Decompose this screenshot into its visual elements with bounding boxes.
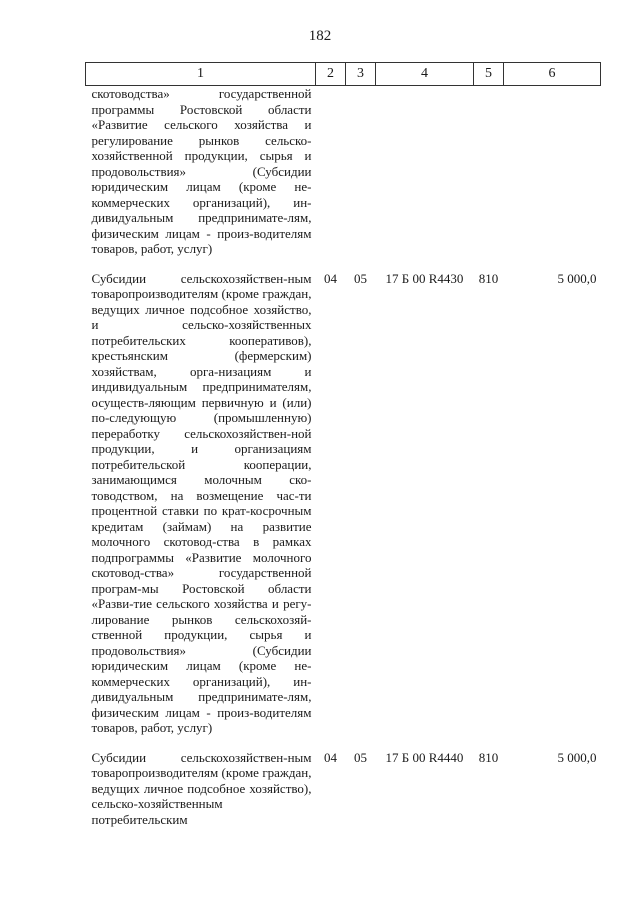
row-spacer (86, 257, 601, 271)
row-expense-type: 810 (478, 270, 499, 286)
table-row (86, 271, 601, 736)
header-col-4: 4 (376, 63, 474, 86)
header-col-3: 3 (346, 63, 376, 86)
header-col-6: 6 (504, 63, 601, 86)
row-section (316, 86, 346, 257)
table-header-row (86, 63, 601, 86)
row-section: 04 (324, 270, 337, 286)
row-amount: 5 000,0 (557, 749, 597, 765)
row-target-article (376, 86, 474, 257)
row-expense-type: 810 (478, 749, 499, 765)
row-description: Субсидии сельскохозяйствен-ным товаропроизводителям (кроме граждан, ведущих личное подсобное хозяйство, и сельско-хозяйственных потребительских кооперативов), крестьянским (фермерским) хозяйствам, орга-низациям и индивидуальным предпринимателям, осуществ-ляющим первичную и (или) по-следующую (промышленную) переработку сельскохозяйствен-ной продукции, и организациям потребительской кооперации, занимающимся молочным ско-товодством, на возмещение час-ти процентной ставки по крат-косрочным кредитам (займам) на развитие молочного скотовод-ства в рамках подпрограммы «Развитие молочного скотовод-ства» государственной програм-мы Ростовской области «Разви-тие сельского хозяйства и регу-лирование рынков сельскохозяй-ственной продукции, сырья и продовольствия» (Субсидии юридическим лицам (кроме не-коммерческих организаций), ин-дивидуальным предпринимате-лям, физическим лицам - произ-водителям товаров, работ, услуг) (91, 270, 312, 735)
row-section: 04 (324, 749, 337, 765)
table-row (86, 86, 601, 257)
row-expense-type (474, 86, 504, 257)
table-row (86, 750, 601, 828)
row-subsection: 05 (354, 749, 367, 765)
row-description: Субсидии сельскохозяйствен-ным товаропроизводителям (кроме граждан, ведущих личное подсобное хозяйство), сельско-хозяйственным потребительским (91, 749, 312, 827)
row-subsection: 05 (354, 270, 367, 286)
row-description: скотоводства» государственной программы Ростовской области «Развитие сельского хозяйства и регулирование рынков сельско-хозяйственной продукции, сырья и продовольствия» (Субсидии юридическим лицам (кроме не-коммерческих организаций), ин-дивидуальным предпринимате-лям, физическим лицам - произ-водителям товаров, работ, услуг) (91, 86, 312, 256)
row-amount: 5 000,0 (557, 270, 597, 286)
row-amount (504, 86, 601, 257)
row-target-article: 17 Б 00 R4440 (385, 749, 464, 765)
header-col-2: 2 (316, 63, 346, 86)
row-target-article: 17 Б 00 R4430 (385, 270, 464, 286)
row-spacer (86, 736, 601, 750)
row-subsection (346, 86, 376, 257)
header-col-5: 5 (474, 63, 504, 86)
header-col-1: 1 (86, 63, 316, 86)
page-number: 182 (308, 28, 332, 44)
budget-table (85, 62, 601, 827)
